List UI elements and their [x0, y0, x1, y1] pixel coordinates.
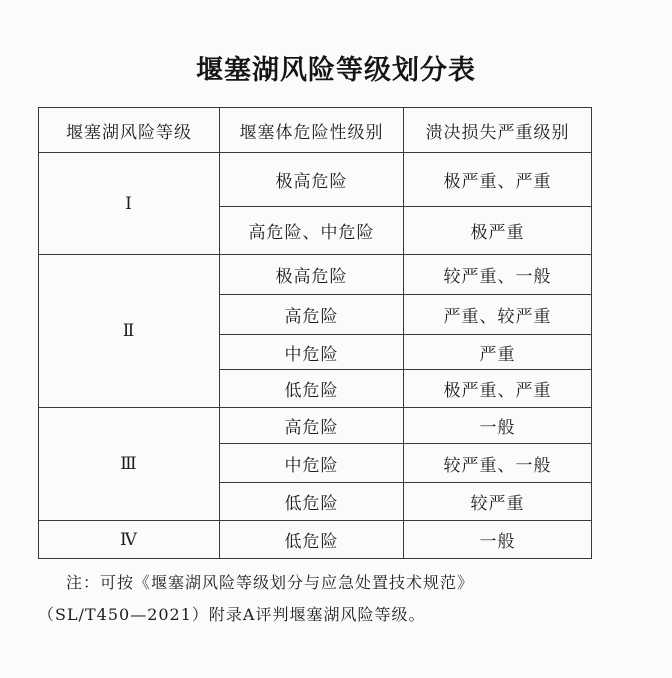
risk-level-cell: Ⅱ: [39, 255, 220, 408]
danger-cell: 高危险、中危险: [220, 207, 404, 255]
danger-cell: 高危险: [220, 408, 404, 444]
loss-cell: 极严重、严重: [404, 370, 592, 408]
loss-cell: 一般: [404, 521, 592, 559]
note-line-2: （SL/T450—2021）附录A评判堰塞湖风险等级。: [38, 605, 426, 624]
danger-cell: 低危险: [220, 483, 404, 521]
danger-cell: 中危险: [220, 444, 404, 483]
table-note: [38, 567, 638, 631]
risk-level-table: [38, 107, 592, 559]
danger-cell: 中危险: [220, 335, 404, 370]
loss-cell: 较严重: [404, 483, 592, 521]
danger-cell: 高危险: [220, 295, 404, 335]
danger-cell: 低危险: [220, 370, 404, 408]
risk-level-cell: Ⅰ: [39, 153, 220, 255]
danger-cell: 极高危险: [220, 153, 404, 207]
loss-cell: 严重: [404, 335, 592, 370]
loss-cell: 较严重、一般: [404, 255, 592, 295]
header-risk-level: 堰塞湖风险等级: [39, 108, 220, 153]
risk-level-cell: Ⅲ: [39, 408, 220, 521]
table-row: [39, 255, 592, 295]
table-header-row: [39, 108, 592, 153]
risk-level-cell: Ⅳ: [39, 521, 220, 559]
loss-cell: 极严重、严重: [404, 153, 592, 207]
header-loss-level: 溃决损失严重级别: [404, 108, 592, 153]
table-row: [39, 408, 592, 444]
table-row: [39, 521, 592, 559]
page-title: 堰塞湖风险等级划分表: [196, 55, 476, 86]
note-line-1: 注：可按《堰塞湖风险等级划分与应急处置技术规范》: [66, 573, 475, 592]
loss-cell: 严重、较严重: [404, 295, 592, 335]
danger-cell: 极高危险: [220, 255, 404, 295]
danger-cell: 低危险: [220, 521, 404, 559]
loss-cell: 较严重、一般: [404, 444, 592, 483]
header-danger-level: 堰塞体危险性级别: [220, 108, 404, 153]
loss-cell: 一般: [404, 408, 592, 444]
table-row: [39, 153, 592, 207]
loss-cell: 极严重: [404, 207, 592, 255]
